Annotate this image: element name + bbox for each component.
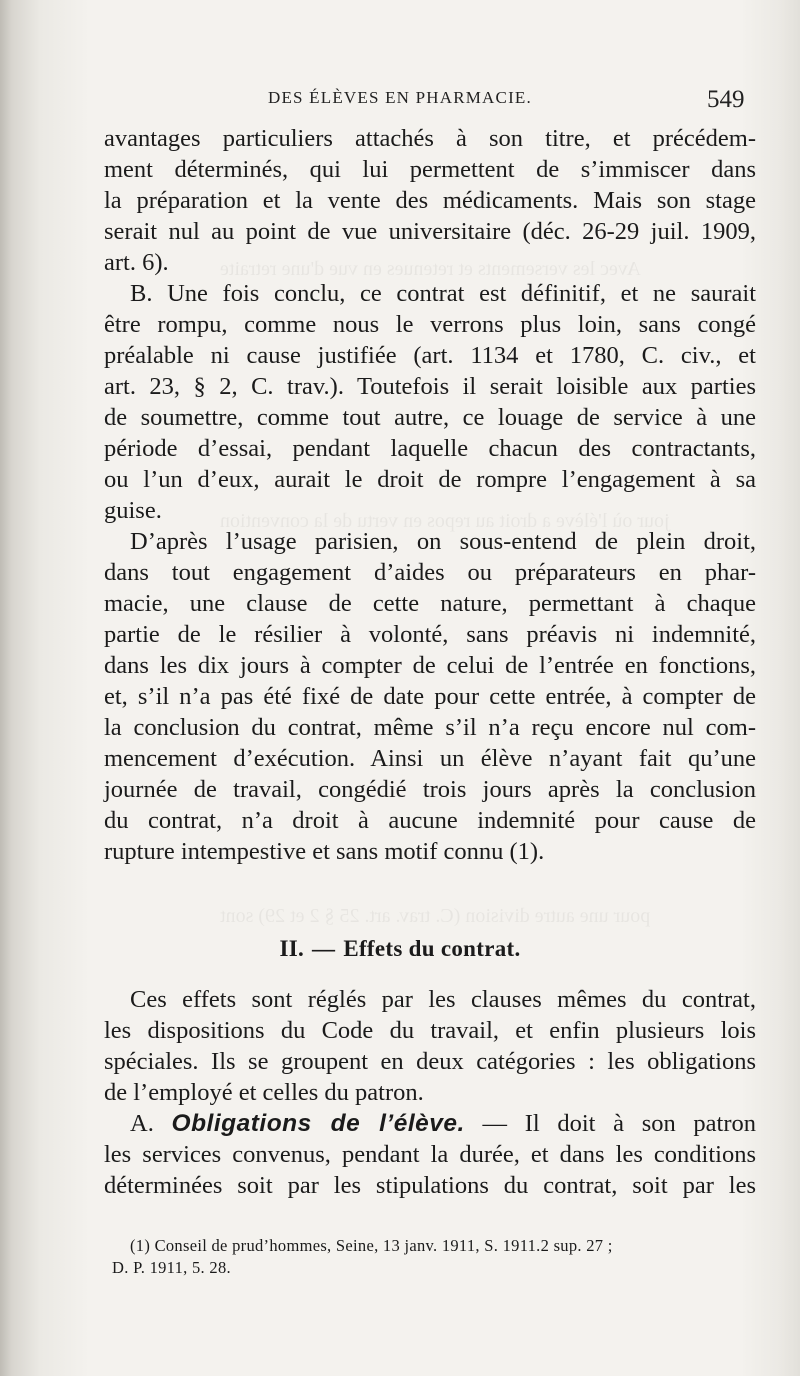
text-line: déterminées soit par les stipulations du contrat, soit par les [104, 1172, 756, 1199]
text-line: et, s’il n’a pas été fixé de date pour cette entrée, à compter de [104, 683, 756, 710]
subsection-line [104, 1108, 756, 1139]
text-line: D’après l’usage parisien, on sous-entend de plein droit, [130, 528, 756, 555]
text-line: la conclusion du contrat, même s’il n’a reçu encore nul com- [104, 714, 756, 741]
text-line: rupture intempestive et sans motif connu (1). [104, 838, 545, 865]
text-line: partie de le résilier à volonté, sans préavis ni indemnité, [104, 621, 756, 648]
show-through-texture: Avec les versements et retenues en vue d'une retraite [220, 258, 641, 280]
text-line: B. Une fois conclu, ce contrat est définitif, et ne saurait [130, 280, 756, 307]
text-line: période d’essai, pendant laquelle chacun des contractants, [104, 435, 756, 462]
section-dash: — [312, 936, 336, 961]
text-line: serait nul au point de vue universitaire (déc. 26-29 juil. 1909, [104, 218, 756, 245]
text-line: du contrat, n’a droit à aucune indemnité pour cause de [104, 807, 756, 834]
section-number: II. [279, 936, 304, 961]
subsection-text: — Il doit à son patron [482, 1110, 757, 1137]
subsection-letter: A. [130, 1110, 154, 1137]
text-line: les services convenus, pendant la durée, et dans les conditions [104, 1141, 756, 1168]
subsection-title: Obligations de l’élève. [171, 1110, 465, 1137]
body-text-block-1 [104, 123, 756, 867]
text-line: dans tout engagement d’aides ou préparateurs en phar- [104, 559, 756, 586]
text-line: la préparation et la vente des médicaments. Mais son stage [104, 187, 756, 214]
footnote [112, 1235, 762, 1279]
text-line: de soumettre, comme tout autre, ce louage de service à une [104, 404, 756, 431]
text-line: les dispositions du Code du travail, et enfin plusieurs lois [104, 1017, 756, 1044]
footnote-line: (1) Conseil de prud’hommes, Seine, 13 janv. 1911, S. 1911.2 sup. 27 ; [130, 1236, 613, 1255]
text-line: spéciales. Ils se groupent en deux catégories : les obligations [104, 1048, 756, 1075]
text-line: dans les dix jours à compter de celui de l’entrée en fonctions, [104, 652, 756, 679]
text-line: Ces effets sont réglés par les clauses mêmes du contrat, [130, 986, 756, 1013]
text-line: journée de travail, congédié trois jours après la conclusion [104, 776, 756, 803]
show-through-texture: pour une autre division (C. trav. art. 25 § 2 et 29) sont [220, 905, 651, 927]
running-head: DES ÉLÈVES EN PHARMACIE. [268, 88, 532, 107]
text-line: ou l’un d’eux, aurait le droit de rompre l’engagement à sa [104, 466, 756, 493]
page-number: 549 [707, 86, 745, 113]
page-header [0, 86, 800, 116]
text-line: avantages particuliers attachés à son titre, et précédem- [104, 125, 756, 152]
footnote-line: D. P. 1911, 5. 28. [112, 1258, 231, 1277]
text-line: art. 6). [104, 249, 169, 276]
text-line: être rompu, comme nous le verrons plus loin, sans congé [104, 311, 756, 338]
text-line: macie, une clause de cette nature, permettant à chaque [104, 590, 756, 617]
text-line: art. 23, § 2, C. trav.). Toutefois il serait loisible aux parties [104, 373, 756, 400]
text-line: de l’employé et celles du patron. [104, 1079, 424, 1106]
text-line: ment déterminés, qui lui permettent de s’immiscer dans [104, 156, 756, 183]
body-text-block-2 [104, 984, 756, 1201]
text-line: guise. [104, 497, 162, 524]
text-line: préalable ni cause justifiée (art. 1134 et 1780, C. civ., et [104, 342, 756, 369]
section-heading [0, 936, 800, 962]
show-through-texture: jour où l'élève a droit au repos en vertu de la convention [220, 510, 670, 532]
section-title: Effets du contrat. [343, 936, 521, 961]
text-line: mencement d’exécution. Ainsi un élève n’ayant fait qu’une [104, 745, 756, 772]
